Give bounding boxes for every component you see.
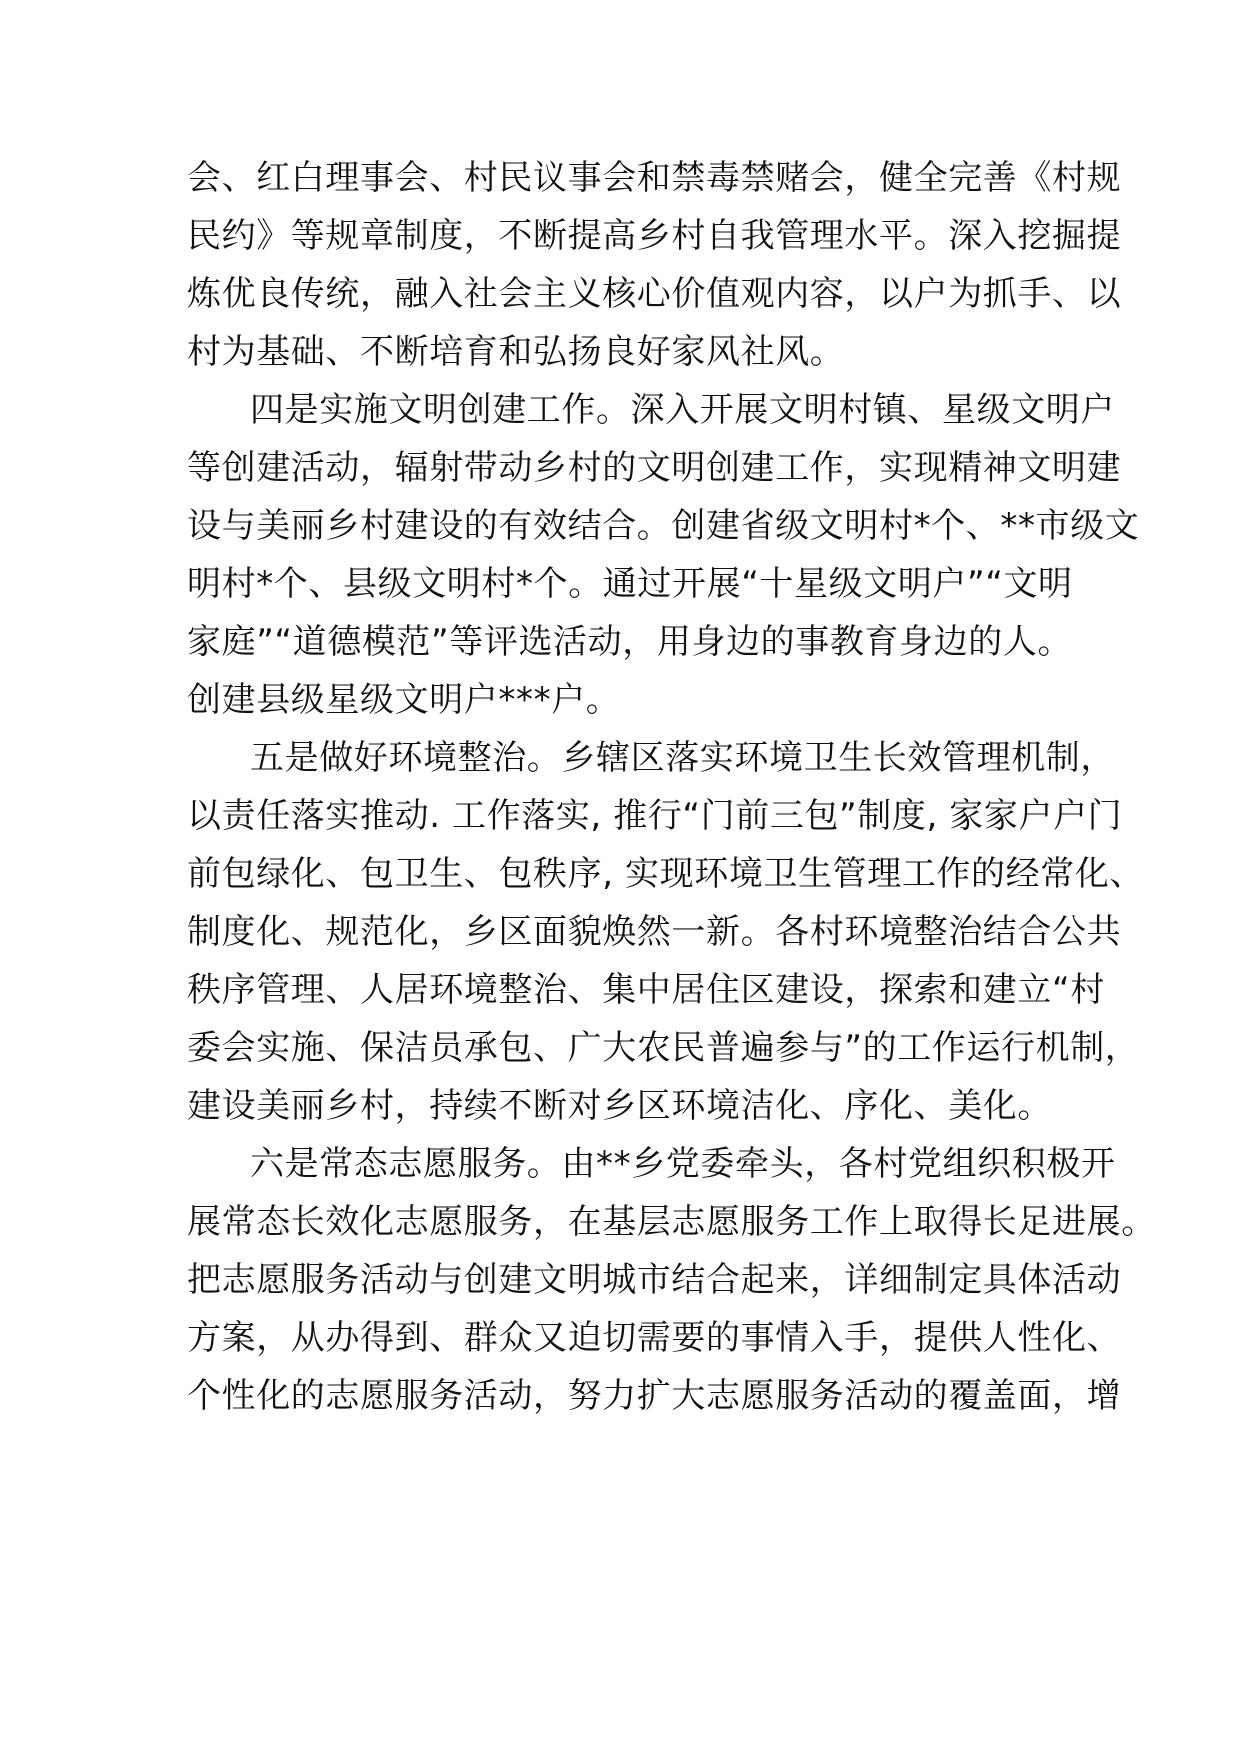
paragraph-line: 等创建活动，辐射带动乡村的文明创建工作，实现精神文明建 — [187, 448, 1122, 488]
paragraph-line: 委会实施、保洁员承包、广大农民普遍参与”的工作运行机制， — [187, 1028, 1140, 1068]
paragraph-line: 以责任落实推动. 工作落实, 推行“门前三包”制度, 家家户户门 — [187, 796, 1123, 836]
paragraph-line: 个性化的志愿服务活动，努力扩大志愿服务活动的覆盖面，增 — [187, 1376, 1122, 1416]
paragraph-line: 民约》等规章制度，不断提高乡村自我管理水平。深入挖掘提 — [187, 216, 1122, 256]
paragraph-line: 展常态长效化志愿服务，在基层志愿服务工作上取得长足进展。 — [187, 1202, 1156, 1242]
paragraph-line: 创建县级星级文明户***户。 — [187, 680, 621, 720]
paragraph-line: 设与美丽乡村建设的有效结合。创建省级文明村*个、**市级文 — [187, 506, 1140, 546]
paragraph-line: 家庭”“道德模范”等评选活动，用身边的事教育身边的人。 — [187, 622, 1073, 662]
paragraph-line: 会、红白理事会、村民议事会和禁毒禁赌会，健全完善《村规 — [187, 158, 1122, 198]
paragraph-first-line: 六是常态志愿服务。由**乡党委牵头，各村党组织积极开 — [250, 1144, 1116, 1184]
paragraph-line: 方案，从办得到、群众又迫切需要的事情入手，提供人性化、 — [187, 1318, 1122, 1358]
paragraph-line: 明村*个、县级文明村*个。通过开展“十星级文明户”“文明 — [187, 564, 1073, 604]
paragraph-first-line: 四是实施文明创建工作。深入开展文明村镇、星级文明户 — [250, 390, 1115, 430]
paragraph-first-line: 五是做好环境整治。乡辖区落实环境卫生长效管理机制， — [250, 738, 1115, 778]
paragraph-line: 炼优良传统，融入社会主义核心价值观内容，以户为抓手、以 — [187, 274, 1122, 314]
paragraph-line: 把志愿服务活动与创建文明城市结合起来，详细制定具体活动 — [187, 1260, 1122, 1300]
paragraph-line: 建设美丽乡村，持续不断对乡区环境洁化、序化、美化。 — [187, 1086, 1052, 1126]
paragraph-line: 前包绿化、包卫生、包秩序, 实现环境卫生管理工作的经常化、 — [187, 854, 1145, 894]
paragraph-line: 村为基础、不断培育和弘扬良好家风社风。 — [187, 332, 845, 372]
paragraph-line: 秩序管理、人居环境整治、集中居住区建设，探索和建立“村 — [187, 970, 1105, 1010]
paragraph-line: 制度化、规范化，乡区面貌焕然一新。各村环境整治结合公共 — [187, 912, 1122, 952]
